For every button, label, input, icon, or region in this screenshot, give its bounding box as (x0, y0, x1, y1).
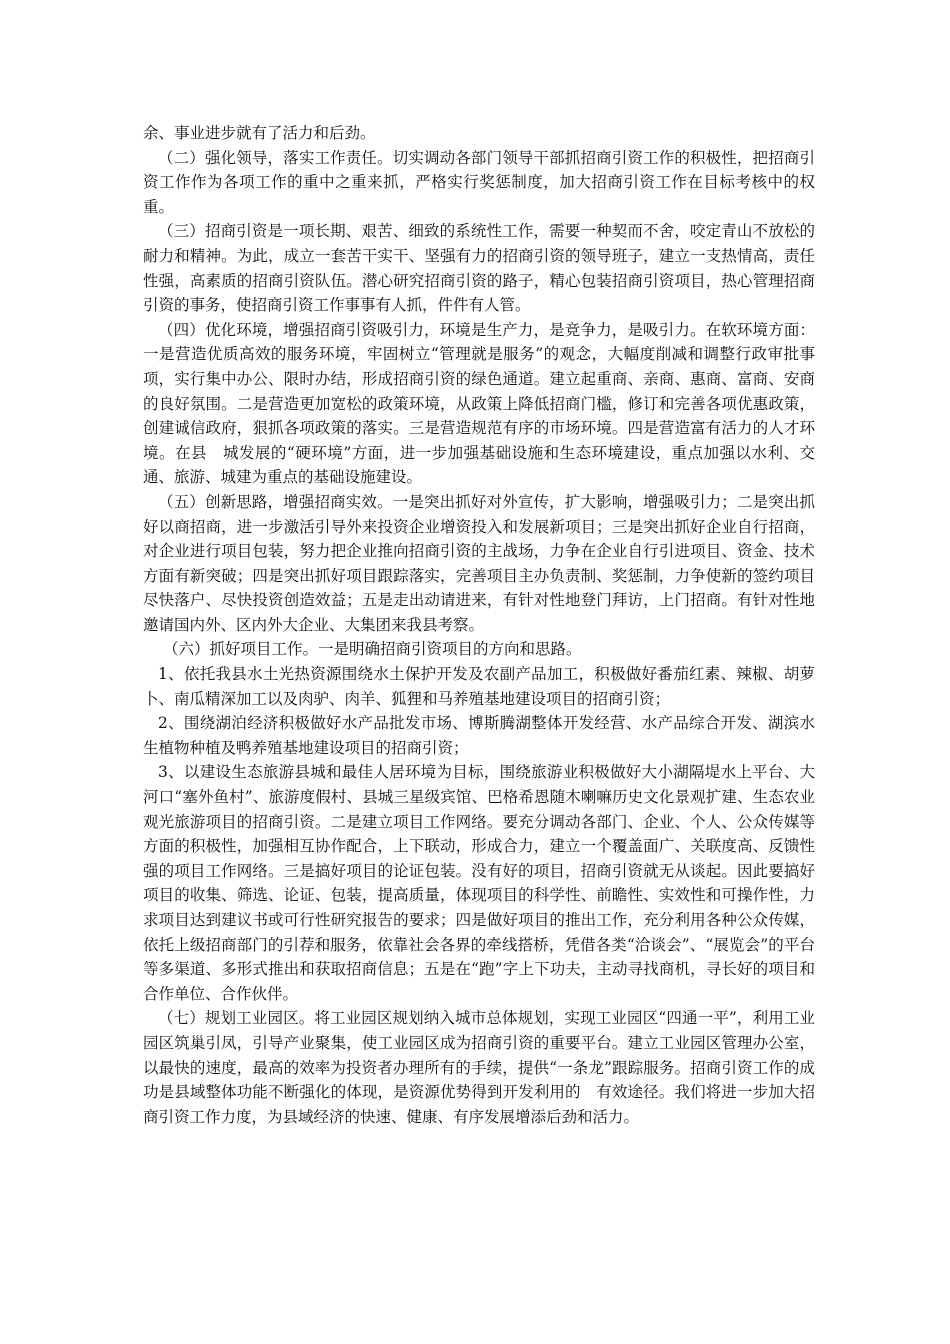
paragraph-section-5: （五）创新思路，增强招商实效。一是突出抓好对外宣传，扩大影响，增强吸引力；二是突出抓好以商招商，进一步激活引导外来投资企业增资投入和发展新项目；三是突出抓好企业自行招商，对企业进行项目包装，努力把企业推向招商引资的主战场，力争在企业自行引进项目、资金、技术方面有新突破；四是突出抓好项目跟踪落实，完善项目主办负责制、奖惩制，力争使新的签约项目尽快落户、尽快投资创造效益；五是走出动请进来，有针对性地登门拜访，上门招商。有针对性地邀请国内外、区内外大企业、大集团来我县考察。 (143, 492, 815, 634)
paragraph-section-4: （四）优化环境，增强招商引资吸引力，环境是生产力，是竞争力，是吸引力。在软环境方面：一是营造优质高效的服务环境，牢固树立“管理就是服务”的观念，大幅度削减和调整行政审批事项，实行集中办公、限时办结，形成招商引资的绿色通道。建立起重商、亲商、惠商、富商、安商的良好氛围。二是营造更加宽松的政策环境，从政策上降低招商门槛，修订和完善各项优惠政策，创建诚信政府，狠抓各项政策的落实。三是营造规范有序的市场环境。四是营造富有活力的人才环境。在县 城发展的“硬环境”方面，进一步加强基础设施和生态环境建设，重点加强以水利、交通、旅游、城建为重点的基础设施建设。 (143, 320, 815, 487)
document-body (143, 121, 815, 1129)
paragraph-section-6: （六）抓好项目工作。一是明确招商引资项目的方向和思路。 (163, 640, 582, 659)
paragraph-section-2: （二）强化领导，落实工作责任。切实调动各部门领导干部抓招商引资工作的积极性，把招商引资工作作为各项工作的重中之重来抓，严格实行奖惩制度，加大招商引资工作在目标考核中的权重。 (143, 148, 815, 216)
list-item-1: 1、依托我县水土光热资源围绕水土保护开发及农副产品加工，积极做好番茄红素、辣椒、胡萝卜、南瓜精深加工以及肉驴、肉羊、狐狸和马养殖基地建设项目的招商引资； (143, 665, 815, 708)
paragraph-continuation: 余、事业进步就有了活力和后劲。 (143, 124, 376, 142)
list-item-3: 3、以建设生态旅游县城和最佳人居环境为目标，围绕旅游业积极做好大小湖隔堤水上平台、大河口“塞外鱼村”、旅游度假村、县城三星级宾馆、巴格希恩随木喇嘛历史文化景观扩建、生态农业观光旅游项目的招商引资。二是建立项目工作网络。要充分调动各部门、企业、个人、公众传媒等方面的积极性，加强相互协作配合，上下联动，形成合力，建立一个覆盖面广、关联度高、反馈性强的项目工作网络。三是搞好项目的论证包装。没有好的项目，招商引资就无从谈起。因此要搞好项目的收集、筛选、论证、包装，提高质量，体现项目的科学性、前瞻性、实效性和可操作性，力求项目达到建议书或可行性研究报告的要求；四是做好项目的推出工作，充分利用各种公众传媒，依托上级招商部门的引荐和服务，依靠社会各界的牵线搭桥，凭借各类“洽谈会”、“展览会”的平台等多渠道、多形式推出和获取招商信息；五是在“跑”字上下功夫，主动寻找商机，寻长好的项目和合作单位、合作伙伴。 (143, 763, 815, 1003)
paragraph-section-3: （三）招商引资是一项长期、艰苦、细致的系统性工作，需要一种契而不舍，咬定青山不放松的耐力和精神。为此，成立一套苦干实干、坚强有力的招商引资的领导班子，建立一支热情高，责任性强，高素质的招商引资队伍。潜心研究招商引资的路子，精心包装招商引资项目，热心管理招商引资的事务，使招商引资工作事事有人抓，件件有人管。 (143, 222, 815, 315)
list-item-2: 2、围绕湖泊经济积极做好水产品批发市场、博斯腾湖整体开发经营、水产品综合开发、湖滨水生植物种植及鸭养殖基地建设项目的招商引资； (143, 714, 815, 757)
paragraph-section-7: （七）规划工业园区。将工业园区规划纳入城市总体规划，实现工业园区“四通一平”，利用工业园区筑巢引凤，引导产业聚集，使工业园区成为招商引资的重要平台。建立工业园区管理办公室，以最快的速度，最高的效率为投资者办理所有的手续，提供“一条龙”跟踪服务。招商引资工作的成功是县域整体功能不断强化的体现，是资源优势得到开发利用的 有效途径。我们将进一步加大招商引资工作力度，为县域经济的快速、健康、有序发展增添后劲和活力。 (143, 1009, 815, 1126)
